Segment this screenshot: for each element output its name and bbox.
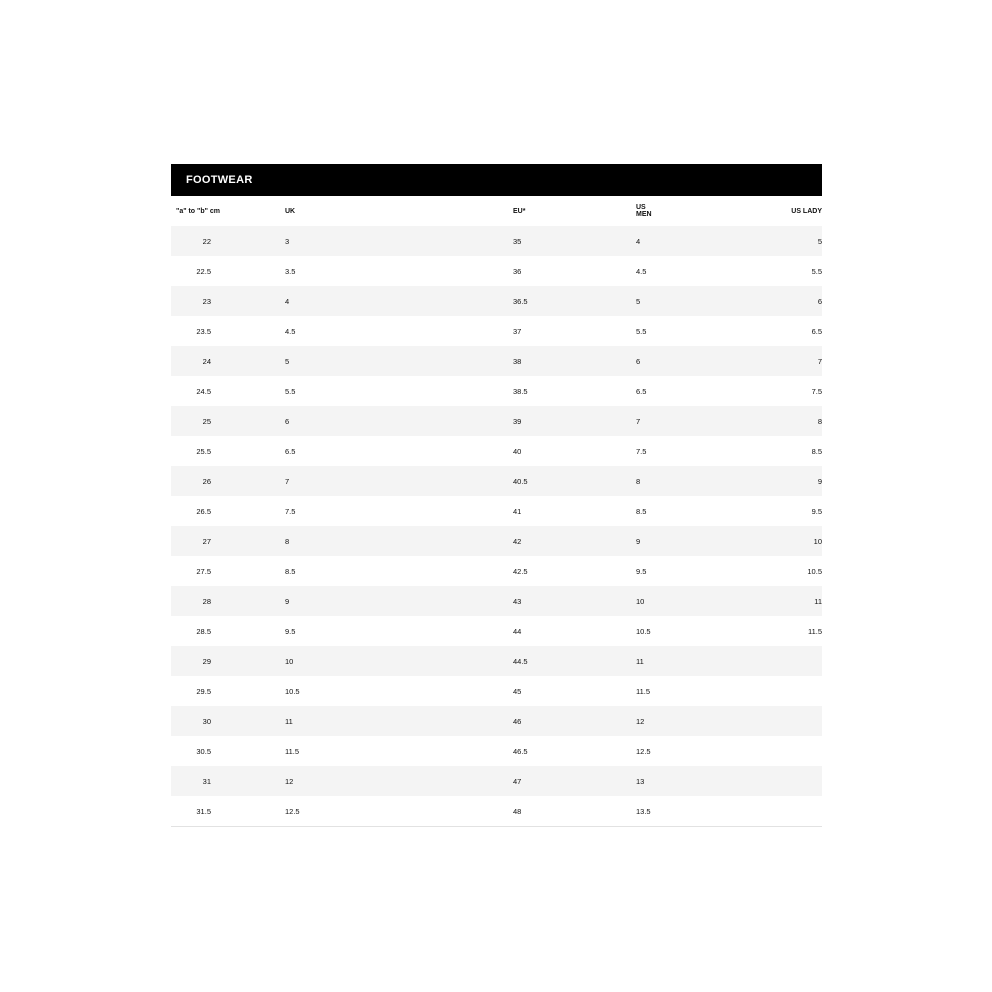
cell-cm: 22 bbox=[171, 226, 261, 256]
column-header-eu: EU* bbox=[315, 196, 528, 226]
cell-eu: 35 bbox=[315, 226, 528, 256]
cell-cm: 23 bbox=[171, 286, 261, 316]
cell-uk: 7.5 bbox=[261, 496, 315, 526]
cell-uk: 11.5 bbox=[261, 736, 315, 766]
cell-us-men: 10 bbox=[528, 586, 645, 616]
table-row bbox=[171, 226, 822, 256]
cell-us-lady: 11.5 bbox=[645, 616, 822, 646]
cell-us-lady: 10 bbox=[645, 526, 822, 556]
cell-cm: 26.5 bbox=[171, 496, 261, 526]
table-row bbox=[171, 556, 822, 586]
table-row bbox=[171, 736, 822, 766]
cell-us-men: 12 bbox=[528, 706, 645, 736]
cell-uk: 8.5 bbox=[261, 556, 315, 586]
cell-uk: 3.5 bbox=[261, 256, 315, 286]
table-row bbox=[171, 616, 822, 646]
cell-uk: 10.5 bbox=[261, 676, 315, 706]
cell-cm: 27.5 bbox=[171, 556, 261, 586]
cell-us-lady: 11 bbox=[645, 586, 822, 616]
cell-us-men: 13 bbox=[528, 766, 645, 796]
table-row bbox=[171, 586, 822, 616]
cell-eu: 44 bbox=[315, 616, 528, 646]
cell-us-men: 12.5 bbox=[528, 736, 645, 766]
cell-eu: 38 bbox=[315, 346, 528, 376]
cell-eu: 38.5 bbox=[315, 376, 528, 406]
cell-uk: 8 bbox=[261, 526, 315, 556]
cell-uk: 4.5 bbox=[261, 316, 315, 346]
cell-uk: 6.5 bbox=[261, 436, 315, 466]
cell-us-men: 11 bbox=[528, 646, 645, 676]
cell-eu: 43 bbox=[315, 586, 528, 616]
cell-us-lady: 8 bbox=[645, 406, 822, 436]
cell-cm: 24.5 bbox=[171, 376, 261, 406]
cell-eu: 42.5 bbox=[315, 556, 528, 586]
cell-us-lady: 5.5 bbox=[645, 256, 822, 286]
cell-cm: 25 bbox=[171, 406, 261, 436]
cell-uk: 11 bbox=[261, 706, 315, 736]
cell-uk: 4 bbox=[261, 286, 315, 316]
cell-us-men: 13.5 bbox=[528, 796, 645, 827]
cell-us-lady: 10.5 bbox=[645, 556, 822, 586]
cell-eu: 40.5 bbox=[315, 466, 528, 496]
size-chart bbox=[171, 164, 822, 827]
table-row bbox=[171, 316, 822, 346]
column-header-cm: "a" to "b" cm bbox=[171, 196, 261, 226]
cell-eu: 46.5 bbox=[315, 736, 528, 766]
cell-cm: 24 bbox=[171, 346, 261, 376]
cell-us-men: 9.5 bbox=[528, 556, 645, 586]
cell-us-men: 6 bbox=[528, 346, 645, 376]
cell-eu: 48 bbox=[315, 796, 528, 827]
cell-uk: 9.5 bbox=[261, 616, 315, 646]
cell-uk: 12 bbox=[261, 766, 315, 796]
size-table-body bbox=[171, 226, 822, 827]
table-row bbox=[171, 646, 822, 676]
cell-eu: 45 bbox=[315, 676, 528, 706]
table-row bbox=[171, 496, 822, 526]
cell-cm: 27 bbox=[171, 526, 261, 556]
table-row bbox=[171, 706, 822, 736]
table-row bbox=[171, 526, 822, 556]
cell-us-men: 5 bbox=[528, 286, 645, 316]
header-row bbox=[171, 196, 822, 226]
cell-us-lady: 6 bbox=[645, 286, 822, 316]
cell-uk: 5 bbox=[261, 346, 315, 376]
column-header-us-lady: US LADY bbox=[645, 196, 822, 226]
cell-uk: 3 bbox=[261, 226, 315, 256]
table-row bbox=[171, 256, 822, 286]
table-row bbox=[171, 286, 822, 316]
cell-us-lady bbox=[645, 736, 822, 766]
table-row bbox=[171, 436, 822, 466]
cell-uk: 12.5 bbox=[261, 796, 315, 827]
cell-us-men: 4.5 bbox=[528, 256, 645, 286]
cell-us-men: 8 bbox=[528, 466, 645, 496]
cell-us-men: 9 bbox=[528, 526, 645, 556]
cell-cm: 29 bbox=[171, 646, 261, 676]
table-row bbox=[171, 796, 822, 827]
cell-us-men: 11.5 bbox=[528, 676, 645, 706]
cell-uk: 7 bbox=[261, 466, 315, 496]
cell-us-lady: 7 bbox=[645, 346, 822, 376]
cell-cm: 23.5 bbox=[171, 316, 261, 346]
cell-us-men: 10.5 bbox=[528, 616, 645, 646]
cell-eu: 36 bbox=[315, 256, 528, 286]
cell-cm: 30.5 bbox=[171, 736, 261, 766]
cell-cm: 25.5 bbox=[171, 436, 261, 466]
cell-uk: 6 bbox=[261, 406, 315, 436]
chart-title: FOOTWEAR bbox=[186, 174, 253, 186]
cell-eu: 42 bbox=[315, 526, 528, 556]
cell-us-lady: 9 bbox=[645, 466, 822, 496]
cell-us-men: 8.5 bbox=[528, 496, 645, 526]
cell-us-lady: 5 bbox=[645, 226, 822, 256]
cell-eu: 37 bbox=[315, 316, 528, 346]
cell-us-lady bbox=[645, 796, 822, 827]
cell-us-lady bbox=[645, 676, 822, 706]
cell-eu: 44.5 bbox=[315, 646, 528, 676]
cell-us-lady: 8.5 bbox=[645, 436, 822, 466]
cell-cm: 22.5 bbox=[171, 256, 261, 286]
cell-uk: 9 bbox=[261, 586, 315, 616]
cell-cm: 28 bbox=[171, 586, 261, 616]
table-row bbox=[171, 406, 822, 436]
cell-us-lady: 6.5 bbox=[645, 316, 822, 346]
cell-cm: 29.5 bbox=[171, 676, 261, 706]
cell-eu: 40 bbox=[315, 436, 528, 466]
cell-us-men: 5.5 bbox=[528, 316, 645, 346]
column-header-us-men: US MEN bbox=[528, 196, 645, 226]
cell-us-lady bbox=[645, 646, 822, 676]
cell-us-lady bbox=[645, 706, 822, 736]
cell-us-lady bbox=[645, 766, 822, 796]
table-row bbox=[171, 466, 822, 496]
cell-us-men: 4 bbox=[528, 226, 645, 256]
cell-us-men: 7.5 bbox=[528, 436, 645, 466]
cell-eu: 47 bbox=[315, 766, 528, 796]
cell-cm: 30 bbox=[171, 706, 261, 736]
cell-uk: 5.5 bbox=[261, 376, 315, 406]
cell-us-lady: 7.5 bbox=[645, 376, 822, 406]
cell-eu: 46 bbox=[315, 706, 528, 736]
table-row bbox=[171, 376, 822, 406]
cell-eu: 36.5 bbox=[315, 286, 528, 316]
table-row bbox=[171, 676, 822, 706]
size-table bbox=[171, 196, 822, 827]
column-header-uk: UK bbox=[261, 196, 315, 226]
cell-cm: 31 bbox=[171, 766, 261, 796]
cell-cm: 28.5 bbox=[171, 616, 261, 646]
cell-eu: 41 bbox=[315, 496, 528, 526]
cell-cm: 26 bbox=[171, 466, 261, 496]
cell-eu: 39 bbox=[315, 406, 528, 436]
cell-us-lady: 9.5 bbox=[645, 496, 822, 526]
table-row bbox=[171, 346, 822, 376]
chart-title-bar bbox=[171, 164, 822, 196]
cell-uk: 10 bbox=[261, 646, 315, 676]
cell-us-men: 7 bbox=[528, 406, 645, 436]
cell-cm: 31.5 bbox=[171, 796, 261, 827]
cell-us-men: 6.5 bbox=[528, 376, 645, 406]
table-row bbox=[171, 766, 822, 796]
